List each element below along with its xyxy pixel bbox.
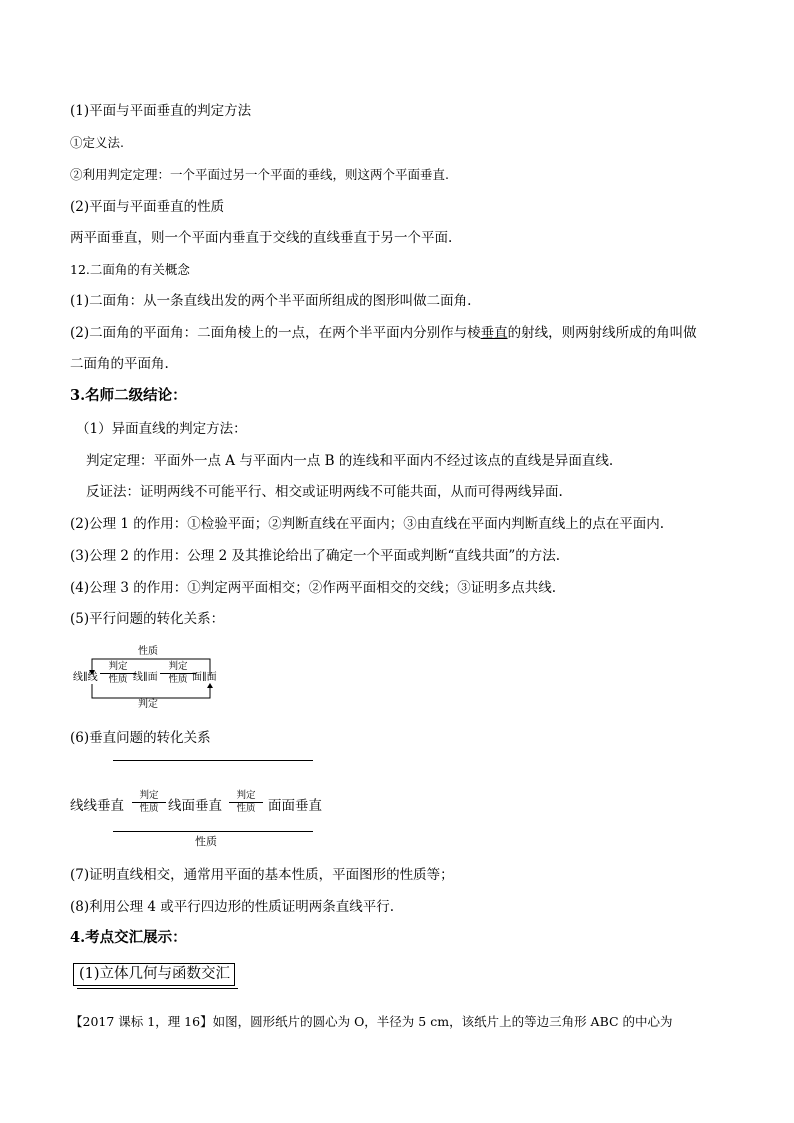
text-line: (5)平行问题的转化关系： [70,611,225,627]
boxed-topic-label: (1)立体几何与函数交汇 [73,963,235,986]
diagram-arrow-1 [132,791,166,814]
section-heading: 4.考点交汇展示： [70,929,187,946]
arrow-label-bottom: 性质 [108,674,128,685]
text-line: (4)公理 3 的作用：①判定两平面相交；②作两平面相交的交线；③证明多点共线. [70,580,557,596]
diagram-arrow-2 [160,662,196,685]
text-line: (6)垂直问题的转化关系 [70,730,211,746]
diagram-label-top: 性质 [138,646,158,657]
text-line: 【2017 课标 1，理 16】如图，圆形纸片的圆心为 O，半径为 5 cm，该纸片上的等边三角形 ABC 的中心为 [70,1014,673,1029]
diagram-label-bottom: 性质 [195,835,217,848]
text-line: 两平面垂直，则一个平面内垂直于交线的直线垂直于另一个平面. [70,230,453,246]
arrow-label-top: 判定 [139,790,159,801]
text-line: 反证法：证明两线不可能平行、相交或证明两线不可能共面，从而可得两线异面. [86,484,563,500]
arrow-label-top: 判定 [108,661,128,672]
arrow-label-top: 判定 [168,661,188,672]
diagram-arrow-1 [100,662,136,685]
text-line: 二面角的平面角. [70,356,169,372]
diagram-node-line-line: 线线垂直 [70,798,124,814]
text-line [70,324,697,342]
text-line: (1)二面角：从一条直线出发的两个半平面所组成的图形叫做二面角. [70,293,472,309]
diagram-label-bottom: 判定 [138,699,158,710]
underlined-text: 垂直 [480,325,508,341]
text-line: ②利用判定定理：一个平面过另一个平面的垂线，则这两个平面垂直. [70,167,449,182]
diagram-top-rule [113,760,313,761]
text-line: ①定义法. [70,135,124,150]
text-line: 判定定理：平面外一点 A 与平面内一点 B 的连线和平面内不经过该点的直线是异面直线. [86,453,614,469]
diagram-node-line-line: 线∥线 [73,672,98,683]
diagram-bottom-rule [113,831,313,832]
diagram-node-line-plane: 线面垂直 [168,798,222,814]
text-line: (7)证明直线相交，通常用平面的基本性质，平面图形的性质等； [70,867,454,883]
diagram-node-plane-plane: 面面垂直 [268,798,322,814]
text-line: (2)平面与平面垂直的性质 [70,199,225,215]
diagram-arrow-2 [229,791,263,814]
text-line: 12.二面角的有关概念 [70,262,190,277]
arrow-label-top: 判定 [236,790,256,801]
section-heading: 3.名师二级结论： [70,387,187,404]
arrow-label-bottom: 性质 [168,674,188,685]
arrow-label-bottom: 性质 [139,803,159,814]
text-line: (8)利用公理 4 或平行四边形的性质证明两条直线平行. [70,899,395,915]
diagram-node-plane-plane: 面∥面 [192,672,217,683]
text-line: (3)公理 2 的作用：公理 2 及其推论给出了确定一个平面或判断“直线共面”的方法. [70,548,561,564]
text-line: （1）异面直线的判定方法： [76,421,247,437]
diagram-node-line-plane: 线∥面 [133,672,158,683]
text-line: (1)平面与平面垂直的判定方法 [70,103,252,119]
arrow-label-bottom: 性质 [236,803,256,814]
text-span: 的射线，则两射线所成的角叫做 [507,325,697,341]
text-span: (2)二面角的平面角：二面角棱上的一点，在两个半平面内分别作与棱 [70,325,481,341]
text-line: (2)公理 1 的作用：①检验平面；②判断直线在平面内；③由直线在平面内判断直线上的点在平面内. [70,516,665,532]
